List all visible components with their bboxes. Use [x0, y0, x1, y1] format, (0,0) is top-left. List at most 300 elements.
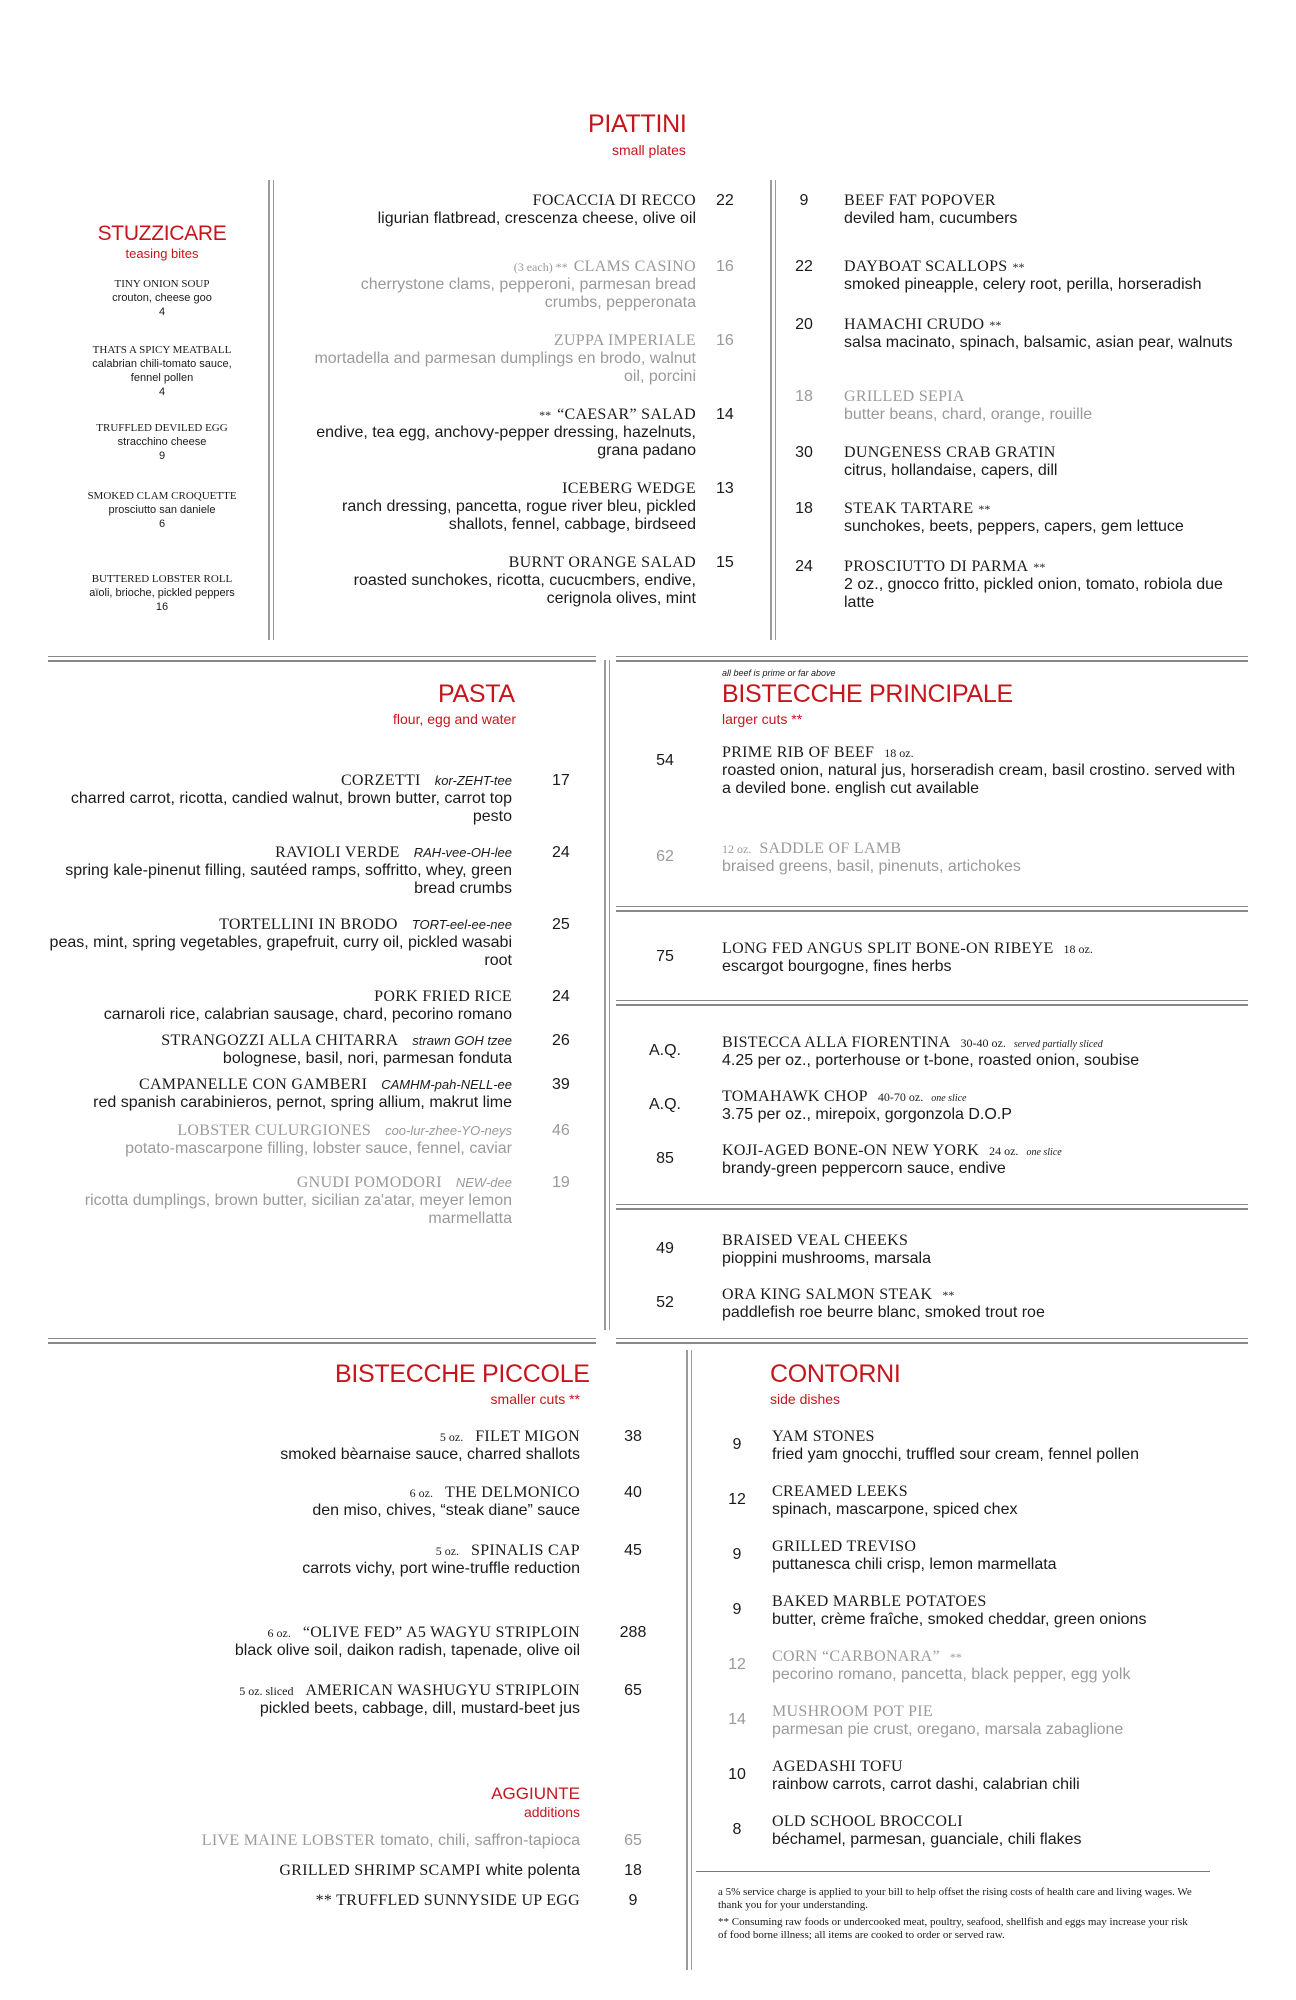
item-suffix: ** — [949, 1650, 962, 1664]
item-price: 49 — [656, 1240, 674, 1257]
item-pronunciation: TORT-eel-ee-nee — [411, 917, 512, 932]
item-desc: smoked pineapple, celery root, perilla, horseradish — [844, 276, 1202, 293]
item-desc: roasted onion, natural jus, horseradish cream, basil crostino. served with a deviled bone. english cut available — [722, 762, 1236, 797]
stuzzicare-subtitle: teasing bites — [125, 246, 199, 261]
item-name: MUSHROOM POT PIE — [772, 1703, 933, 1720]
item-text — [772, 1428, 1242, 1464]
item-text — [40, 916, 512, 970]
item-text — [100, 1832, 580, 1850]
item-name: BRAISED VEAL CHEEKS — [722, 1232, 909, 1249]
item-desc: smoked bèarnaise sauce, charred shallots — [280, 1446, 580, 1463]
item-weight: 18 oz. — [1063, 942, 1093, 956]
item-price: 22 — [795, 258, 813, 275]
item-price: 40 — [624, 1484, 642, 1501]
item-desc: escargot bourgogne, fines herbs — [722, 958, 952, 975]
piattini-item — [300, 332, 734, 386]
item-name: KOJI-AGED BONE-ON NEW YORK — [722, 1142, 980, 1159]
item-desc: pickled beets, cabbage, dill, mustard-beet jus — [259, 1700, 580, 1717]
item-name: OLD SCHOOL BROCCOLI — [772, 1813, 963, 1830]
item-desc: parmesan pie crust, oregano, marsala zabaglione — [772, 1721, 1124, 1738]
item-desc: bolognese, basil, nori, parmesan fonduta — [222, 1050, 512, 1067]
item-name: ORA KING SALMON STEAK — [722, 1286, 933, 1303]
item-price: 75 — [656, 948, 674, 965]
item-text — [722, 940, 1242, 976]
item-desc: ricotta dumplings, brown butter, sicilian za'atar, meyer lemon marmellatta — [84, 1192, 512, 1227]
item-desc: rainbow carrots, carrot dashi, calabrian chili — [772, 1776, 1080, 1793]
item-price: 65 — [624, 1682, 642, 1699]
piattini-title: PIATTINI — [588, 110, 687, 138]
aggiunte-item — [100, 1892, 650, 1910]
item-price: 6 — [158, 518, 166, 530]
divider-horizontal — [616, 1338, 1248, 1339]
item-name: TORTELLINI IN BRODO — [219, 916, 398, 933]
divider-horizontal — [48, 656, 596, 657]
item-desc: 2 oz., gnocco fritto, pickled onion, tomato, robiola due latte — [844, 576, 1223, 611]
pasta-item — [40, 916, 580, 970]
divider-vertical — [770, 180, 772, 640]
item-desc: pioppini mushrooms, marsala — [722, 1250, 931, 1267]
item-text — [300, 332, 696, 386]
item-weight: 18 oz. — [884, 746, 914, 760]
item-desc: roasted sunchokes, ricotta, cucucmbers, endive, cerignola olives, mint — [353, 572, 696, 607]
item-text — [40, 1174, 512, 1228]
item-prefix: ** — [539, 408, 552, 422]
item-price: 16 — [155, 601, 169, 613]
item-name: ** TRUFFLED SUNNYSIDE UP EGG — [315, 1892, 580, 1909]
item-name: YAM STONES — [772, 1428, 875, 1445]
item-desc: fried yam gnocchi, truffled sour cream, fennel pollen — [772, 1446, 1140, 1463]
item-desc: white polenta — [485, 1862, 580, 1879]
piccole-item — [200, 1682, 650, 1718]
item-text — [772, 1593, 1242, 1629]
item-suffix: ** — [1012, 260, 1025, 274]
item-price: 24 — [552, 844, 570, 861]
item-heading — [722, 940, 1242, 958]
divider-vertical — [604, 660, 606, 1330]
item-desc: tomato, chili, saffron-tapioca — [380, 1832, 580, 1849]
item-price: 14 — [716, 406, 734, 423]
item-text — [844, 558, 1244, 612]
service-charge-note: a 5% service charge is applied to your bill to help offset the rising costs of health care and living wages. We thank you for your understanding. — [718, 1886, 1192, 1911]
item-heading — [200, 1624, 580, 1642]
stuzzicare-item — [82, 278, 242, 319]
item-price: 8 — [732, 1821, 742, 1838]
aggiunte-header — [440, 1784, 580, 1820]
item-heading — [772, 1648, 1242, 1666]
item-heading — [722, 1034, 1242, 1052]
item-desc: charred carrot, ricotta, candied walnut, brown butter, carrot top pesto — [70, 790, 512, 825]
item-weight: 40-70 oz. — [877, 1090, 924, 1104]
piattini-item — [300, 554, 734, 608]
pasta-item — [40, 1032, 580, 1068]
principale-subtitle: larger cuts ** — [722, 711, 803, 727]
item-desc: calabrian chili-tomato sauce, fennel pollen — [92, 358, 232, 384]
footer-divider — [696, 1871, 1210, 1872]
item-desc: puttanesca chili crisp, lemon marmellata — [772, 1556, 1057, 1573]
item-name: ICEBERG WEDGE — [562, 480, 696, 497]
item-suffix: ** — [1033, 560, 1046, 574]
item-text — [200, 1682, 580, 1718]
item-heading — [300, 406, 696, 424]
item-price: 39 — [552, 1076, 570, 1093]
item-desc: prosciutto san daniele — [108, 504, 216, 516]
item-weight: 24 oz. — [989, 1144, 1019, 1158]
item-price: 10 — [728, 1766, 746, 1783]
item-desc: stracchino cheese — [117, 436, 207, 448]
item-heading — [844, 258, 1244, 276]
item-name: LONG FED ANGUS SPLIT BONE-ON RIBEYE — [722, 940, 1054, 957]
pasta-item — [40, 844, 580, 898]
item-text — [844, 192, 1244, 228]
principale-title: BISTECCHE PRINCIPALE — [722, 680, 1013, 708]
item-text — [40, 772, 512, 826]
piattini-item — [300, 406, 734, 460]
item-desc: spinach, mascarpone, spiced chex — [772, 1501, 1018, 1518]
item-heading — [844, 316, 1244, 334]
item-pronunciation: strawn GOH tzee — [412, 1033, 512, 1048]
item-name: THATS A SPICY MEATBALL — [92, 344, 232, 356]
item-weight: ** — [942, 1288, 955, 1302]
item-text — [722, 840, 1242, 876]
item-price: 9 — [732, 1601, 742, 1618]
item-desc: citrus, hollandaise, capers, dill — [844, 462, 1058, 479]
item-desc: salsa macinato, spinach, balsamic, asian pear, walnuts — [844, 334, 1233, 351]
item-text — [722, 1286, 1242, 1322]
item-heading — [300, 554, 696, 572]
piccole-item — [200, 1484, 650, 1520]
item-price: 30 — [795, 444, 813, 461]
item-name: GRILLED TREVISO — [772, 1538, 917, 1555]
item-price: 24 — [795, 558, 813, 575]
aggiunte-subtitle: additions — [523, 1804, 580, 1820]
item-name: PROSCIUTTO DI PARMA — [844, 558, 1029, 575]
item-name: GRILLED SHRIMP SCAMPI — [279, 1862, 481, 1879]
item-pronunciation: kor-ZEHT-tee — [434, 773, 512, 788]
item-pronunciation: RAH-vee-OH-lee — [413, 845, 512, 860]
item-price: 9 — [628, 1892, 638, 1909]
item-heading — [844, 444, 1244, 462]
item-desc: butter, crème fraîche, smoked cheddar, green onions — [772, 1611, 1147, 1628]
piattini-item — [300, 258, 734, 312]
item-heading — [844, 192, 1244, 210]
item-serving-note: served partially sliced — [1013, 1039, 1103, 1050]
item-price: 45 — [624, 1542, 642, 1559]
item-text — [722, 1142, 1242, 1178]
item-heading — [40, 844, 512, 862]
item-text — [40, 844, 512, 898]
item-desc: paddlefish roe beurre blanc, smoked trout roe — [722, 1304, 1045, 1321]
aggiunte-item — [100, 1832, 650, 1850]
item-name: CORN “CARBONARA” — [772, 1648, 940, 1665]
item-name: SADDLE OF LAMB — [759, 840, 902, 857]
item-name: TOMAHAWK CHOP — [722, 1088, 868, 1105]
item-text — [722, 1232, 1242, 1268]
stuzzicare-item — [82, 344, 242, 399]
item-price: 22 — [716, 192, 734, 209]
item-text — [200, 1428, 580, 1464]
item-name: LIVE MAINE LOBSTER — [201, 1832, 376, 1849]
item-text — [844, 500, 1244, 536]
item-weight: 5 oz. — [439, 1430, 464, 1444]
item-heading — [722, 1142, 1242, 1160]
item-desc: cherrystone clams, pepperoni, parmesan bread crumbs, pepperonata — [360, 276, 696, 311]
item-price: A.Q. — [648, 1096, 681, 1113]
item-price: 54 — [656, 752, 674, 769]
item-heading — [722, 1286, 1242, 1304]
item-name: STEAK TARTARE — [844, 500, 974, 517]
item-name: THE DELMONICO — [445, 1484, 580, 1501]
item-name: BUTTERED LOBSTER ROLL — [91, 573, 233, 585]
item-name: DAYBOAT SCALLOPS — [844, 258, 1008, 275]
item-name: PRIME RIB OF BEEF — [722, 744, 875, 761]
item-name: AMERICAN WASHUGYU STRIPLOIN — [305, 1682, 580, 1699]
item-heading — [772, 1758, 1242, 1776]
item-price: 16 — [716, 332, 734, 349]
item-heading — [300, 192, 696, 210]
item-price: 13 — [716, 480, 734, 497]
item-name: DUNGENESS CRAB GRATIN — [844, 444, 1056, 461]
item-text — [772, 1648, 1242, 1684]
piccole-item — [200, 1428, 650, 1464]
item-name: ZUPPA IMPERIALE — [553, 332, 696, 349]
item-heading — [722, 744, 1242, 762]
pasta-item — [40, 1076, 580, 1112]
item-text — [772, 1703, 1242, 1739]
item-name: “OLIVE FED” A5 WAGYU STRIPLOIN — [302, 1624, 580, 1641]
item-desc: red spanish carabinieros, pernot, spring allium, makrut lime — [93, 1094, 512, 1111]
stuzzicare-title: STUZZICARE — [97, 222, 227, 245]
item-heading — [722, 1088, 1242, 1106]
item-price: 9 — [732, 1546, 742, 1563]
item-desc: ranch dressing, pancetta, rogue river bleu, pickled shallots, fennel, cabbage, birdseed — [342, 498, 696, 533]
item-heading — [722, 1232, 1242, 1250]
item-name: “CAESAR” SALAD — [557, 406, 696, 423]
item-weight: 6 oz. — [409, 1486, 433, 1500]
item-price: 4 — [158, 386, 166, 398]
item-text — [772, 1813, 1242, 1849]
item-text — [722, 744, 1242, 798]
piccole-item — [200, 1542, 650, 1578]
item-text — [100, 1892, 580, 1910]
item-name: CLAMS CASINO — [573, 258, 696, 275]
item-desc: crouton, cheese goo — [112, 292, 212, 304]
item-price: 24 — [552, 988, 570, 1005]
item-weight: 6 oz. — [267, 1626, 291, 1640]
pasta-title: PASTA — [438, 680, 515, 708]
item-heading — [772, 1428, 1242, 1446]
item-desc: deviled ham, cucumbers — [844, 210, 1018, 227]
item-text — [40, 1122, 512, 1158]
item-heading — [200, 1542, 580, 1560]
item-heading — [40, 1076, 512, 1094]
item-text — [200, 1542, 580, 1578]
pasta-item — [40, 988, 580, 1024]
item-name: SPINALIS CAP — [471, 1542, 580, 1559]
item-desc: 4.25 per oz., porterhouse or t-bone, roasted onion, soubise — [722, 1052, 1140, 1069]
item-price: 288 — [619, 1624, 647, 1641]
item-price: A.Q. — [648, 1042, 681, 1059]
item-desc: béchamel, parmesan, guanciale, chili flakes — [772, 1831, 1082, 1848]
item-text — [300, 554, 696, 608]
item-name: PORK FRIED RICE — [374, 988, 512, 1005]
item-heading — [40, 1174, 512, 1192]
aggiunte-title: AGGIUNTE — [491, 1784, 580, 1803]
item-price: 25 — [552, 916, 570, 933]
item-text — [772, 1538, 1242, 1574]
piccole-title: BISTECCHE PICCOLE — [335, 1360, 590, 1388]
item-heading — [300, 332, 696, 350]
item-price: 18 — [795, 500, 813, 517]
divider-horizontal — [616, 906, 1248, 907]
item-heading — [844, 500, 1244, 518]
item-heading — [772, 1703, 1242, 1721]
pasta-item — [40, 1122, 580, 1158]
item-heading — [40, 988, 512, 1006]
item-price: 62 — [656, 848, 674, 865]
item-heading — [772, 1538, 1242, 1556]
item-name: BURNT ORANGE SALAD — [508, 554, 696, 571]
item-name: SMOKED CLAM CROQUETTE — [87, 490, 237, 502]
divider-vertical — [268, 180, 270, 640]
item-heading — [200, 1682, 580, 1700]
item-heading — [40, 1122, 512, 1140]
item-desc: brandy-green peppercorn sauce, endive — [722, 1160, 1006, 1177]
item-text — [772, 1758, 1242, 1794]
item-price: 9 — [799, 192, 809, 209]
item-desc: sunchokes, beets, peppers, capers, gem lettuce — [844, 518, 1184, 535]
item-text — [772, 1483, 1242, 1519]
item-name: HAMACHI CRUDO — [844, 316, 985, 333]
item-price: 17 — [552, 772, 570, 789]
stuzzicare-header — [82, 222, 242, 261]
item-name: LOBSTER CULURGIONES — [177, 1122, 372, 1139]
item-text — [100, 1862, 580, 1880]
item-heading — [200, 1484, 580, 1502]
item-name: RAVIOLI VERDE — [275, 844, 400, 861]
piattini-item — [300, 192, 734, 228]
item-heading — [40, 772, 512, 790]
item-desc: black olive soil, daikon radish, tapenade, olive oil — [234, 1642, 580, 1659]
item-text — [200, 1624, 580, 1660]
item-price: 65 — [624, 1832, 642, 1849]
item-desc: endive, tea egg, anchovy-pepper dressing, hazelnuts, grana padano — [316, 424, 696, 459]
item-heading — [40, 916, 512, 934]
item-desc: carnaroli rice, calabrian sausage, chard, pecorino romano — [103, 1006, 512, 1023]
item-heading — [40, 1032, 512, 1050]
item-name: GRILLED SEPIA — [844, 388, 965, 405]
item-name: BAKED MARBLE POTATOES — [772, 1593, 987, 1610]
item-text — [844, 258, 1244, 294]
item-desc: pecorino romano, pancetta, black pepper, egg yolk — [772, 1666, 1131, 1683]
pasta-item — [40, 772, 580, 826]
item-price: 18 — [795, 388, 813, 405]
item-weight: 5 oz. sliced — [239, 1684, 294, 1698]
item-pronunciation: NEW-dee — [455, 1175, 512, 1190]
item-pronunciation: coo-lur-zhee-YO-neys — [385, 1123, 512, 1138]
item-desc: mortadella and parmesan dumplings en brodo, walnut oil, porcini — [314, 350, 696, 385]
item-price: 9 — [732, 1436, 742, 1453]
item-heading — [300, 258, 696, 276]
item-weight: 5 oz. — [435, 1544, 460, 1558]
contorni-title: CONTORNI — [770, 1360, 901, 1388]
item-text — [40, 988, 512, 1024]
item-name: CREAMED LEEKS — [772, 1483, 908, 1500]
item-text — [844, 444, 1244, 480]
item-desc: peas, mint, spring vegetables, grapefruit, curry oil, pickled wasabi root — [49, 934, 512, 969]
item-name: CAMPANELLE CON GAMBERI — [138, 1076, 368, 1093]
item-name: GNUDI POMODORI — [296, 1174, 442, 1191]
item-name: BISTECCA ALLA FIORENTINA — [722, 1034, 951, 1051]
item-heading — [300, 480, 696, 498]
item-name: STRANGOZZI ALLA CHITARRA — [161, 1032, 399, 1049]
item-desc: 3.75 per oz., mirepoix, gorgonzola D.O.P — [722, 1106, 1012, 1123]
item-price: 38 — [624, 1428, 642, 1445]
item-name: FILET MIGON — [475, 1428, 580, 1445]
piattini-subtitle: small plates — [612, 142, 686, 158]
item-price: 14 — [728, 1711, 746, 1728]
item-prefix: (3 each) ** — [513, 260, 568, 274]
item-desc: aïoli, brioche, pickled peppers — [89, 587, 235, 599]
beef-note: all beef is prime or far above — [722, 668, 836, 678]
item-price: 15 — [716, 554, 734, 571]
item-text — [844, 388, 1244, 424]
item-suffix: ** — [989, 318, 1002, 332]
divider-horizontal — [616, 656, 1248, 657]
item-name: BEEF FAT POPOVER — [844, 192, 996, 209]
item-name: AGEDASHI TOFU — [772, 1758, 903, 1775]
item-price: 26 — [552, 1032, 570, 1049]
item-heading — [772, 1593, 1242, 1611]
item-heading — [844, 388, 1244, 406]
item-weight: 30-40 oz. — [960, 1036, 1006, 1050]
stuzzicare-item — [82, 490, 242, 531]
divider-horizontal — [616, 1000, 1248, 1001]
item-price: 12 — [728, 1491, 746, 1508]
item-text — [300, 258, 696, 312]
item-price: 16 — [716, 258, 734, 275]
stuzzicare-item — [82, 573, 242, 614]
item-desc: spring kale-pinenut filling, sautéed ramps, soffritto, whey, green bread crumbs — [65, 862, 512, 897]
item-text — [300, 406, 696, 460]
item-serving-note: one slice — [931, 1093, 967, 1104]
pasta-subtitle: flour, egg and water — [393, 711, 516, 727]
piccole-item — [200, 1624, 650, 1660]
item-text — [40, 1076, 512, 1112]
item-text — [722, 1034, 1242, 1070]
item-weight: 12 oz. — [722, 842, 752, 856]
item-desc: braised greens, basil, pinenuts, artichokes — [722, 858, 1021, 875]
item-heading — [772, 1483, 1242, 1501]
aggiunte-item — [100, 1862, 650, 1880]
item-price: 85 — [656, 1150, 674, 1167]
item-text — [200, 1484, 580, 1520]
item-name: TINY ONION SOUP — [114, 278, 210, 290]
pasta-item — [40, 1174, 580, 1228]
item-desc: butter beans, chard, orange, rouille — [844, 406, 1093, 423]
divider-vertical — [686, 1350, 688, 1970]
item-desc: ligurian flatbread, crescenza cheese, olive oil — [377, 210, 696, 227]
item-price: 19 — [552, 1174, 570, 1191]
item-suffix: ** — [978, 502, 991, 516]
item-name: FOCACCIA DI RECCO — [532, 192, 696, 209]
item-heading — [772, 1813, 1242, 1831]
item-price: 12 — [728, 1656, 746, 1673]
item-text — [40, 1032, 512, 1068]
item-name: TRUFFLED DEVILED EGG — [96, 422, 228, 434]
item-heading — [200, 1428, 580, 1446]
stuzzicare-item — [82, 422, 242, 463]
item-text — [300, 480, 696, 534]
